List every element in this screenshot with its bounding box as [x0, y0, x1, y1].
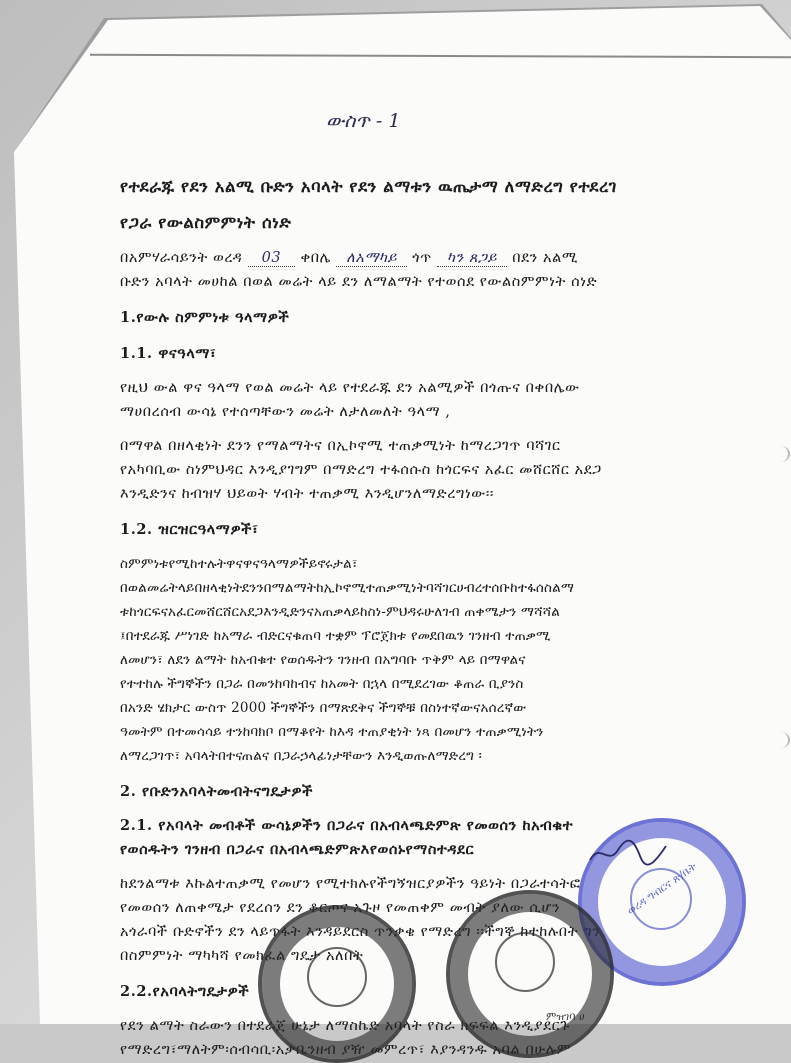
paragraph-line: በማዋል በዘላቂነት ደንን የማልማትና በኢኮኖሚ ተጠቃሚነት ከማረጋገጥ ባሻገር — [120, 438, 561, 454]
section-1-1-paragraph — [120, 376, 770, 424]
paragraph-line: በወልመሬትላይበዘላቂነትደንንበማልማትከኢኮኖሚተጠቃሚነትባሻገርሀብረተሰቡከተፋሰስልማ — [120, 580, 575, 596]
paragraph-line: ዓመትም በተመሳሳይ ተንከባክቦ በማቆየት ከእዳ ተጠያቂነት ነጻ በመሆን ተጠቃሚነትን — [120, 724, 544, 740]
section-2-2-paragraph — [120, 1014, 770, 1062]
punch-hole-mark — [772, 446, 790, 462]
page-number: ውስጥ - 1 — [326, 110, 401, 132]
section-2-heading: 2. የቡድንአባላትመብትናግዴታዎች — [120, 783, 313, 800]
paragraph-line: የመወሰን ለጠቀሜታ የደረሰን ደን ቆርጦና አጉዞ የመጠቀም መብት ያለው ሲሆን — [120, 900, 561, 916]
intro-line-1 — [120, 246, 770, 270]
intro-suffix: በደን አልሚ — [512, 250, 579, 266]
section-1-1-heading: 1.1. ዋናዓላማ፣ — [120, 345, 217, 362]
section-1-2-paragraph — [120, 552, 770, 768]
heading-line: የወሰዱትን ገንዘብ በጋራና በአብላጫድምጽእየወሰኑየማስተዳደር — [120, 841, 475, 858]
woreda-value: 03 — [248, 250, 296, 267]
paragraph-line: እንዲድንና ከብዝሃ ህይወት ሃብት ተጠቃሚ እንዲሆንለማድረግነው፡፡ — [120, 486, 494, 502]
document-title-line-2: የጋራ የውልስምምነት ሰነድ — [120, 213, 292, 232]
got-label: ጎጥ — [412, 250, 432, 266]
section-1-1-paragraph-2 — [120, 434, 770, 506]
stamp-text: ወረዳ ግብርና ጽ/ቤት — [624, 859, 699, 918]
paragraph-line: ለመሆን፣ ለደን ልማት ከአብቁተ የወሰዱትን ገንዘብ በአግባቡ ጥቅም ላይ በማዋልና — [120, 652, 526, 668]
punch-hole-mark — [772, 732, 790, 748]
heading-line: 2.1. የአባላት መብቶች ውሳኔዎችን በጋራና በአብላጫድምጽ የመወሰን ከአብቁተ — [120, 817, 574, 834]
paragraph-line: የአካባቢው ስነምህዳር እንዲያገግም በማድረግ ተፋሰሱስ ከጎርፍና አፈር መሸርሸር አደጋ — [120, 462, 602, 478]
stamp-emblem — [495, 932, 555, 992]
paragraph-line: የዚህ ውል ዋና ዓላማ የወል መሬት ላይ የተደራጁ ደን አልሚዎች በጎጡና በቀበሌው — [120, 380, 580, 396]
paragraph-line: የማድረግ፣ማለትም፡ሰብሳቢ፡አቃቤንዘብ ያዥ መምረጥ፣ እያንዳንዱ አባል በሁሉም — [120, 1042, 571, 1058]
official-stamp-left — [258, 905, 416, 1063]
paragraph-line: በአንድ ሄክታር ውስጥ 2000 ችግኞችን በማጽደቅና ችግኞቹ በስነተኛውናአሰረኛው — [120, 700, 527, 716]
intro-line-2: ቡድን አባላት መሀከል በወል መሬት ላይ ደን ለማልማት የተወሰደ የውልስምምነት ሰነድ — [120, 274, 598, 290]
paragraph-line: የደን ልማት ስራውን በተደራጀ ሁኔታ ለማስኬድ አባላት የስራ ክፍፍል እንዲያደርጉ — [120, 1018, 570, 1034]
paragraph-line: የተተከሉ ችግኞችን በጋራ በመንከባከብና ከአመት በኋላ በሚደረገው ቆጠራ ቢያንስ — [120, 676, 524, 692]
got-value: ካን ጸጋይ — [437, 250, 507, 267]
paragraph-line: ፤በተደራጁ ሥነገድ ከአማራ ብድርናቁጠባ ተቋም ፕሮጀክቱ የመደበዉን ገንዘብ ተጠቃሚ — [120, 628, 551, 644]
stamp-text: ምዝገባ ሀ — [546, 1010, 585, 1023]
kebele-value: ለአማካይ — [336, 250, 407, 267]
paragraph-line: ቱከጎርፍናአፈርመሸርሸርአደጋእንዲድንናአጠቃላይከስነ-ምህዳሩሁለገብ ጠቀሜታን ማሻሻል — [120, 604, 561, 620]
paragraph-line: ከደንልማቱ እኩልተጠቃሚ የመሆን የሚተክሉየችግኝዝርያዎችን ዓይነት በጋራተሳትፎ — [120, 876, 581, 892]
stamp-emblem — [307, 947, 367, 1007]
document-title-line-1: የተደራጁ የደን አልሚ ቡድን አባላት የደን ልማቱን ዉጤታማ ለማድረግ የተደረገ — [120, 177, 617, 196]
official-stamp-center — [446, 890, 614, 1058]
kebele-label: ቀበሌ — [300, 250, 332, 266]
signature — [588, 838, 668, 868]
paragraph-line: ማሀበረሰብ ውሳኔ የተሰጣቸውን መሬት ለታለመለት ዓላማ , — [120, 404, 451, 420]
intro-prefix: በአምሃራሳይንት ወረዳ — [120, 250, 243, 266]
section-2-2-heading: 2.2.የአባላትግዴታዎች — [120, 983, 250, 1000]
paragraph-line: ለማረጋገጥ፣ አባላትበተናጠልና በጋራኃላፊነታቸውን እንዲወጡለማድረግ ፡ — [120, 748, 482, 764]
paragraph-line: ስምምነቱየሚከተሉትዋናዋናዓላማዎችይኖሩታል፣ — [120, 556, 358, 572]
paragraph-line: በስምምነት ማካካሻ የመክፈል ግዴታ አለበት — [120, 948, 364, 964]
section-1-heading: 1.የውሉ ስምምነቱ ዓላማዎች — [120, 309, 290, 326]
paragraph-line: አጎራባች ቡድኖችን ደን ላይጥፋት እንዳይደርስ ጥንቃቄ የማድረግ ፡፡ችግኞ ከተከሉበት ግን — [120, 924, 601, 940]
section-1-2-heading: 1.2. ዝርዝርዓላማዎች፣ — [120, 521, 259, 538]
